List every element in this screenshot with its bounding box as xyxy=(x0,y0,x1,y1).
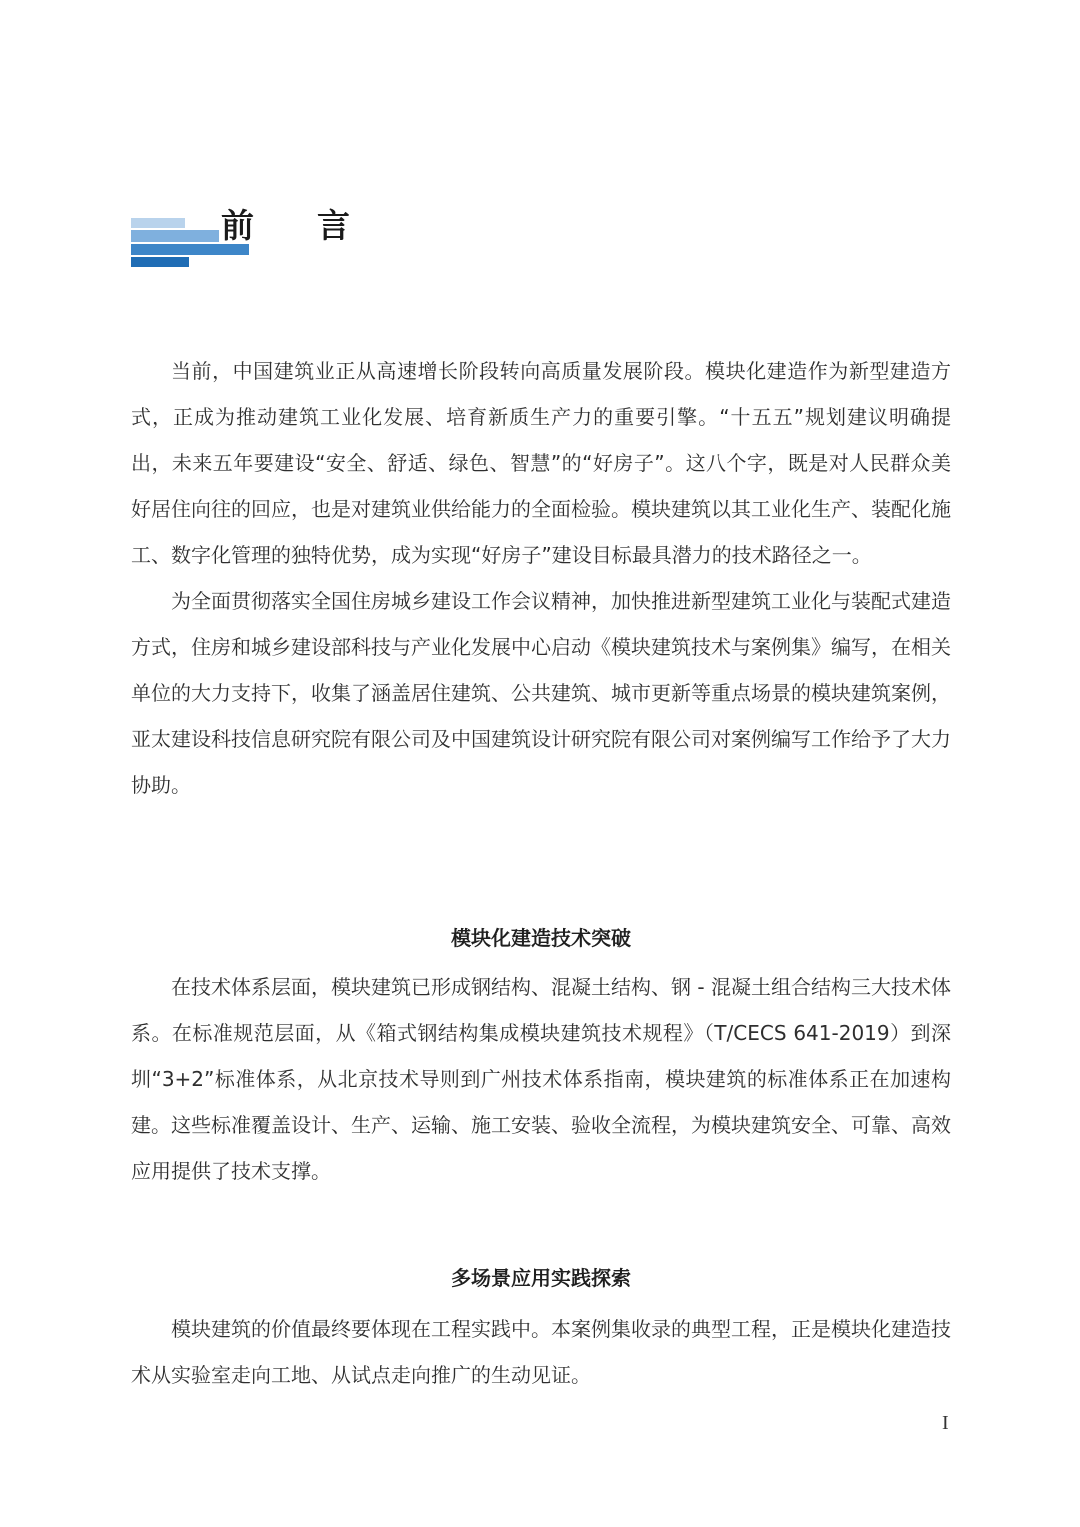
header-accent-bar xyxy=(131,230,219,242)
page-title-char-2: 言 xyxy=(317,206,351,245)
page-title xyxy=(221,200,351,247)
intro-section xyxy=(131,348,951,808)
header-accent-bar xyxy=(131,218,185,228)
tech-breakthrough-section xyxy=(131,964,951,1194)
application-practice-section xyxy=(131,1306,951,1398)
section-heading: 多场景应用实践探索 xyxy=(451,1266,631,1290)
intro-paragraph: 当前，中国建筑业正从高速增长阶段转向高质量发展阶段。模块化建造作为新型建造方式，正成为推动建筑工业化发展、培育新质生产力的重要引擎。“十五五”规划建议明确提出，未来五年要建设“安全、舒适、绿色、智慧”的“好房子”。这八个字，既是对人民群众美好居住向往的回应，也是对建筑业供给能力的全面检验。模块建筑以其工业化生产、装配化施工、数字化管理的独特优势，成为实现“好房子”建设目标最具潜力的技术路径之一。 xyxy=(131,359,951,567)
section-paragraph: 在技术体系层面，模块建筑已形成钢结构、混凝土结构、钢 - 混凝土组合结构三大技术体系。在标准规范层面，从《箱式钢结构集成模块建筑技术规程》（T/CECS 641-2019）到深圳“3+2”标准体系，从北京技术导则到广州技术体系指南，模块建筑的标准体系正在加速构建。这些标准覆盖设计、生产、运输、施工安装、验收全流程，为模块建筑安全、可靠、高效应用提供了技术支撑。 xyxy=(131,975,951,1183)
section-heading: 模块化建造技术突破 xyxy=(451,926,631,950)
page-number: I xyxy=(942,1412,949,1434)
page-title-char-1: 前 xyxy=(221,206,255,245)
header-accent-bar xyxy=(131,257,189,267)
intro-paragraph: 为全面贯彻落实全国住房城乡建设工作会议精神，加快推进新型建筑工业化与装配式建造方式，住房和城乡建设部科技与产业化发展中心启动《模块建筑技术与案例集》编写，在相关单位的大力支持下，收集了涵盖居住建筑、公共建筑、城市更新等重点场景的模块建筑案例，亚太建设科技信息研究院有限公司及中国建筑设计研究院有限公司对案例编写工作给予了大力协助。 xyxy=(131,589,951,797)
section-paragraph: 模块建筑的价值最终要体现在工程实践中。本案例集收录的典型工程，正是模块化建造技术从实验室走向工地、从试点走向推广的生动见证。 xyxy=(131,1317,951,1387)
